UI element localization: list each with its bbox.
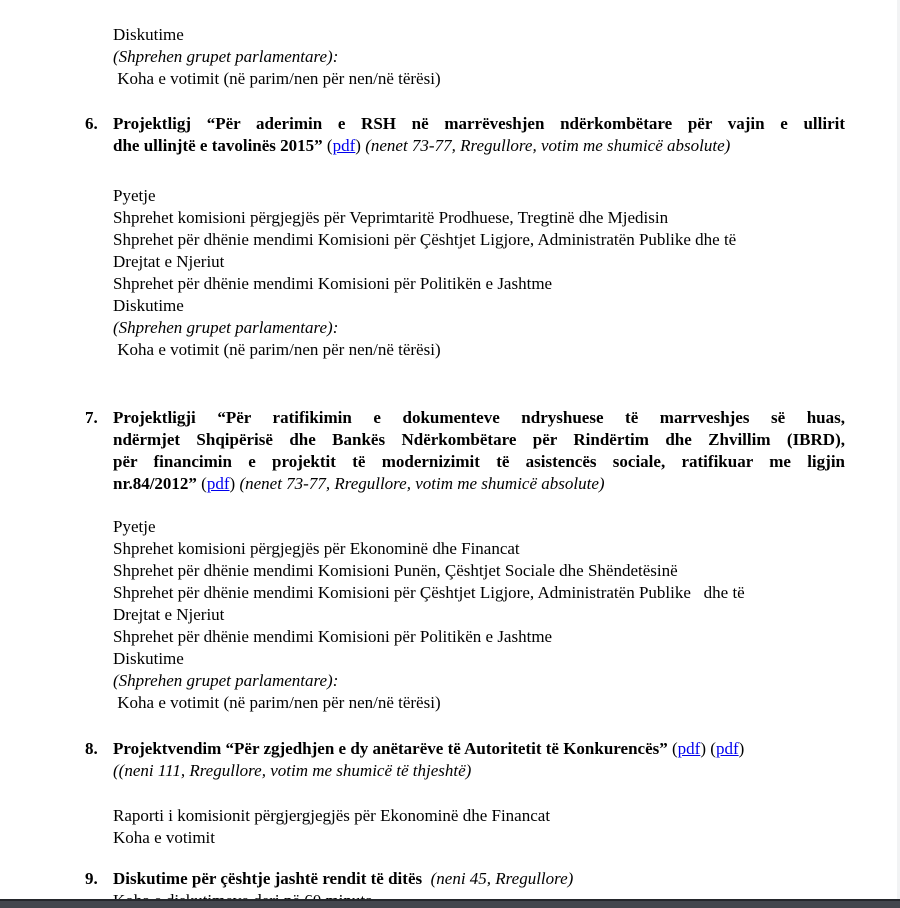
text-run: (nenet 73-77, Rregullore, votim me shumicë absolute): [365, 136, 731, 155]
discussion-line: [113, 24, 845, 46]
window-bottom-edge: [0, 899, 900, 908]
text-run: Diskutime: [113, 296, 184, 315]
text-run: ((neni 111, Rregullore, votim me shumicë të thjeshtë): [113, 761, 472, 780]
text-run: (: [672, 739, 678, 758]
text-run: Pyetje: [113, 186, 156, 205]
text-run: (neni 45, Rregullore): [430, 869, 574, 888]
text-run: (: [201, 474, 207, 493]
text-run: Diskutime: [113, 649, 184, 668]
text-run: Shprehet për dhënie mendimi Komisioni për Çështjet Ligjore, Administratën Publike dhe të: [113, 583, 745, 602]
text-run: Shprehet për dhënie mendimi Komisioni për Politikën e Jashtme: [113, 274, 553, 293]
spacer: [113, 849, 845, 868]
text-run: Projektvendim “Për zgjedhjen e dy anëtarëve të Autoritetit të Konkurencës”: [113, 739, 672, 758]
voting-time-line: [113, 339, 845, 361]
text-run: Projektligj “Për aderimin e RSH në marrëveshjen ndërkombëtare për vajin e ullirit: [113, 114, 845, 133]
item-title-line: [113, 407, 845, 429]
item-title-line: [113, 113, 845, 135]
spacer: [113, 157, 845, 185]
item-title-line: [113, 451, 845, 473]
text-run: ): [700, 739, 711, 758]
spacer: [113, 361, 845, 407]
pdf-link[interactable]: pdf: [332, 136, 356, 155]
text-run: Shprehet për dhënie mendimi Komisioni për Çështjet Ligjore, Administratën Publike dhe të: [113, 230, 737, 249]
text-run: për financimin e projektit të modernizimit të asistencës sociale, ratifikuar me ligjin: [113, 452, 845, 471]
text-run: ndërmjet Shqipërisë dhe Bankës Ndërkombëtare për Rindërtim dhe Zhvillim (IBRD),: [113, 430, 845, 449]
text-line: [113, 207, 845, 229]
item-title-line: [113, 429, 845, 451]
text-run: dhe ullinjtë e tavolinës 2015”: [113, 136, 327, 155]
text-line: [113, 560, 845, 582]
item-number: 6.: [85, 114, 98, 133]
parliamentary-groups-note: [113, 46, 845, 68]
text-run: Koha e votimit: [113, 828, 215, 847]
text-line: [113, 626, 845, 648]
pdf-link[interactable]: pdf: [206, 474, 230, 493]
agenda-item-8: [85, 738, 845, 782]
text-run: Shprehet komisioni përgjegjës për Veprimtaritë Prodhuese, Tregtinë dhe Mjedisin: [113, 208, 669, 227]
parliamentary-groups-note: [113, 670, 845, 692]
item-number: 7.: [85, 408, 98, 427]
document-content: [85, 24, 845, 908]
questions-line: [113, 516, 845, 538]
agenda-item-9: [85, 868, 845, 890]
text-run: nr.84/2012”: [113, 474, 202, 493]
text-line: [113, 229, 845, 251]
text-run: Drejtat e Njeriut: [113, 605, 225, 624]
text-run: Shprehet për dhënie mendimi Komisioni për Politikën e Jashtme: [113, 627, 553, 646]
text-run: ): [355, 136, 366, 155]
text-run: Drejtat e Njeriut: [113, 252, 225, 271]
text-run: Diskutime: [113, 25, 184, 44]
spacer: [113, 90, 845, 113]
discussion-line: [113, 295, 845, 317]
voting-time-line: [113, 827, 845, 849]
text-line: [113, 582, 845, 604]
item-title-line: [113, 868, 845, 890]
pdf-link[interactable]: pdf: [677, 739, 701, 758]
text-run: Shprehet komisioni përgjegjës për Ekonominë dhe Financat: [113, 539, 520, 558]
item-title-line: [113, 760, 845, 782]
text-run: Diskutime për çështje jashtë rendit të ditës: [113, 869, 423, 888]
item-number: 9.: [85, 869, 98, 888]
item-number: 8.: [85, 739, 98, 758]
text-run: Pyetje: [113, 517, 156, 536]
text-run: [422, 869, 431, 888]
item-title-line: [113, 473, 845, 495]
spacer: [113, 782, 845, 805]
text-run: ): [738, 739, 745, 758]
voting-time-line: [113, 692, 845, 714]
text-line: [113, 805, 845, 827]
text-run: (Shprehen grupet parlamentare):: [113, 671, 339, 690]
text-run: (: [710, 739, 716, 758]
text-run: Projektligji “Për ratifikimin e dokumenteve ndryshuese të marrveshjes së huas,: [113, 408, 845, 427]
agenda-item-6: [85, 113, 845, 157]
item-title-line: [113, 738, 845, 760]
text-line: [113, 604, 845, 626]
text-run: (nenet 73-77, Rregullore, votim me shumicë absolute): [239, 474, 605, 493]
text-run: Shprehet për dhënie mendimi Komisioni Punën, Çështjet Sociale dhe Shëndetësinë: [113, 561, 678, 580]
discussion-line: [113, 648, 845, 670]
agenda-item-7: [85, 407, 845, 495]
pdf-link[interactable]: pdf: [715, 739, 739, 758]
text-run: Koha e votimit (në parim/nen për nen/në tërësi): [113, 69, 441, 88]
text-run: (Shprehen grupet parlamentare):: [113, 318, 339, 337]
text-run: (Shprehen grupet parlamentare):: [113, 47, 339, 66]
text-run: ): [229, 474, 240, 493]
text-run: Raporti i komisionit përgjergjegjës për Ekonominë dhe Financat: [113, 806, 551, 825]
text-run: (: [326, 136, 333, 155]
text-run: Koha e votimit (në parim/nen për nen/në tërësi): [113, 340, 441, 359]
text-run: Koha e votimit (në parim/nen për nen/në tërësi): [113, 693, 441, 712]
text-line: [113, 273, 845, 295]
spacer: [113, 495, 845, 516]
item-title-line: [113, 135, 845, 157]
questions-line: [113, 185, 845, 207]
text-line: [113, 538, 845, 560]
voting-time-line: [113, 68, 845, 90]
parliamentary-groups-note: [113, 317, 845, 339]
spacer: [113, 714, 845, 738]
text-line: [113, 251, 845, 273]
